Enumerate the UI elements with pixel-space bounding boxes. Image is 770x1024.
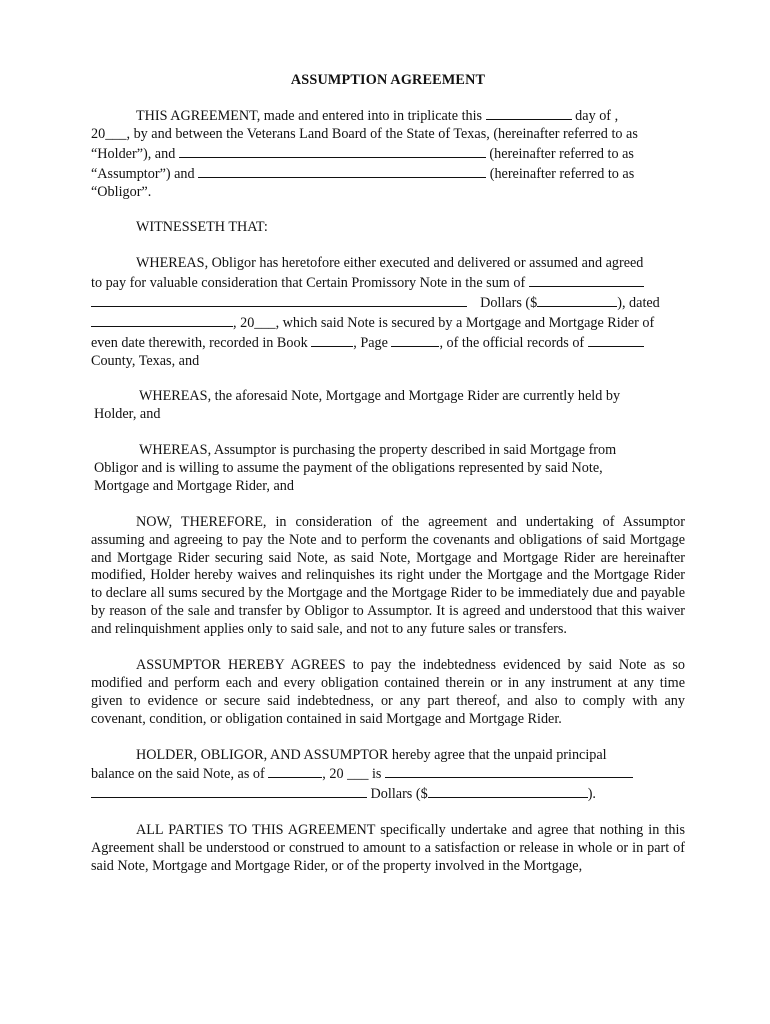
book-blank[interactable]: [311, 333, 353, 347]
holder-name-blank[interactable]: [179, 144, 486, 158]
whereas-text: WHEREAS, Assumptor is purchasing the property described in said Mortgage from: [139, 442, 617, 459]
intro-text: 20___, by and between the Veterans Land Board of the State of Texas, (hereinafter referred to as: [91, 125, 638, 142]
intro-text: THIS AGREEMENT, made and entered into in triplicate this: [136, 107, 483, 124]
whereas-text: Mortgage and Mortgage Rider, and: [94, 477, 294, 494]
balance-amount-blank[interactable]: [428, 784, 588, 798]
holder-clause-text: balance on the said Note, as of: [91, 766, 265, 783]
whereas-text: , of the official records of: [439, 334, 585, 351]
intro-text: “Obligor”.: [91, 183, 152, 200]
intro-text: “Holder”), and: [91, 145, 176, 162]
sum-blank[interactable]: [529, 273, 644, 287]
intro-text: (hereinafter referred to as: [489, 165, 635, 182]
all-parties-paragraph: ALL PARTIES TO THIS AGREEMENT specifically undertake and agree that nothing in this Agreement shall be understood or construed to amount to a satisfaction or release in whole or in part of said Note, Mortgage and Mortgage Rider, or of the property involved in the Mortgage,: [91, 822, 685, 874]
whereas-paragraph-3: [91, 442, 685, 496]
whereas-text: even date therewith, recorded in Book: [91, 334, 308, 351]
balance-words-blank-2[interactable]: [91, 784, 367, 798]
whereas-text: County, Texas, and: [91, 352, 200, 369]
whereas-text: Holder, and: [94, 406, 161, 423]
whereas-paragraph-1: [91, 255, 685, 370]
document-page: [91, 72, 685, 876]
balance-words-blank[interactable]: [385, 764, 633, 778]
sum-words-blank[interactable]: [91, 293, 467, 307]
intro-paragraph: [91, 106, 685, 202]
whereas-text: WHEREAS, the aforesaid Note, Mortgage and Mortgage Rider are currently held by: [139, 388, 621, 405]
holder-clause-text: HOLDER, OBLIGOR, AND ASSUMPTOR hereby agree that the unpaid principal: [136, 746, 607, 763]
sum-amount-blank[interactable]: [537, 293, 617, 307]
day-blank[interactable]: [486, 106, 572, 120]
intro-text: “Assumptor”) and: [91, 165, 195, 182]
witnesseth-heading: WITNESSETH THAT:: [136, 219, 268, 236]
whereas-text: ), dated: [617, 294, 660, 311]
assumptor-agrees-paragraph: ASSUMPTOR HEREBY AGREES to pay the indebtedness evidenced by said Note as so modified and perform each and every obligation contained therein or in any instrument at any time given to evidence or secure said indebtedness, or any part thereof, and also to comply with any covenant, condition, or obligation contained in said Mortgage and Mortgage Rider.: [91, 657, 685, 727]
whereas-text: WHEREAS, Obligor has heretofore either executed and delivered or assumed and agreed: [136, 255, 644, 272]
assumptor-name-blank[interactable]: [198, 164, 486, 178]
now-therefore-paragraph: NOW, THEREFORE, in consideration of the agreement and undertaking of Assumptor assuming and agreeing to pay the Note and to perform the covenants and obligations of said Mortgage and Mortgage Rider securing said Note, as said Note, Mortgage and Mortgage Rider are hereinafter modified, Holder hereby waives and relinquishes its right under the Mortgage and the Mortgage Rider to declare all sums secured by the Mortgage and the Mortgage Rider to be immediately due and payable by reason of the sale and transfer by Obligor to Assumptor. It is agreed and understood that this waiver and relinquishment applies only to said sale, and not to any future sales or transfers.: [91, 513, 685, 638]
intro-text: (hereinafter referred to as: [489, 145, 634, 162]
whereas-text: Obligor and is willing to assume the payment of the obligations represented by said Note,: [94, 460, 603, 477]
county-blank[interactable]: [588, 333, 644, 347]
whereas-text: Dollars ($: [480, 294, 538, 311]
holder-clause-text: ).: [587, 786, 596, 803]
whereas-text: , Page: [353, 334, 388, 351]
holder-clause-text: , 20 ___ is: [322, 766, 382, 783]
document-title: ASSUMPTION AGREEMENT: [290, 72, 486, 88]
holder-clause-text: Dollars ($: [370, 786, 428, 803]
date-blank[interactable]: [91, 313, 233, 327]
whereas-text: , 20___, which said Note is secured by a Mortgage and Mortgage Rider of: [233, 314, 655, 331]
whereas-paragraph-2: [91, 388, 685, 424]
holder-clause-paragraph: [91, 747, 685, 805]
whereas-text: to pay for valuable consideration that Certain Promissory Note in the sum of: [91, 275, 526, 292]
as-of-date-blank[interactable]: [268, 764, 322, 778]
page-blank[interactable]: [391, 333, 439, 347]
intro-text: day of ,: [575, 107, 619, 124]
